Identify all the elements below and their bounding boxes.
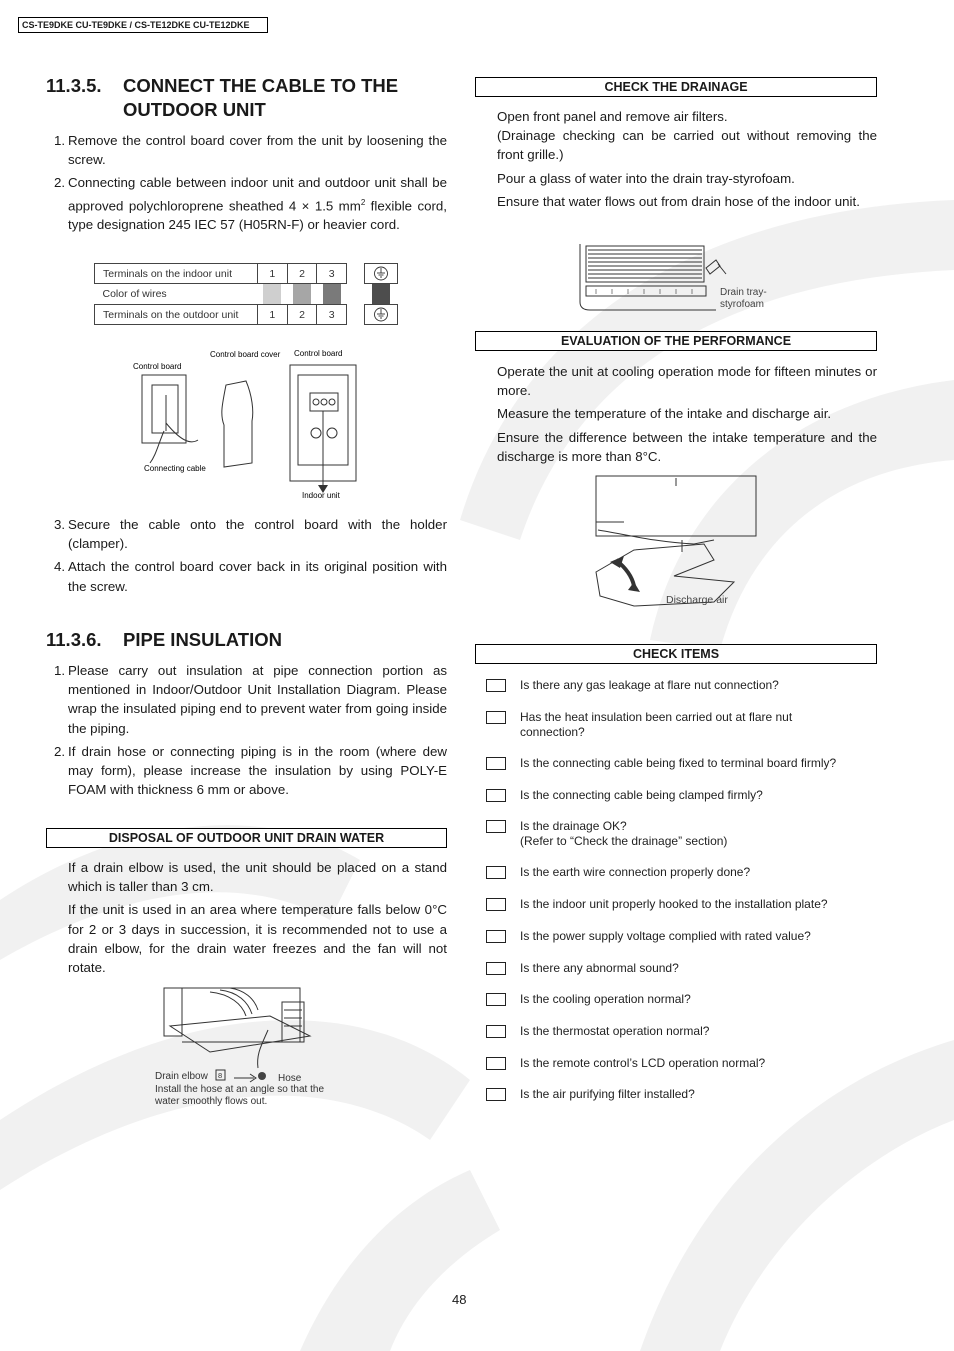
wire-color-cell [258,284,288,305]
checkbox[interactable] [486,898,506,911]
check-item-text: Is the thermostat operation normal? [520,1024,710,1038]
paragraph: Measure the temperature of the intake and discharge air. [497,406,832,422]
check-item-text: Is the earth wire connection properly done? [520,865,751,879]
paragraph: Operate the unit at cooling operation mode for fifteen minutes or more. [497,364,877,399]
list-item [46,661,447,738]
list-text: Please carry out insulation at pipe connection portion as mentioned in Indoor/Outdoor Unit Installation Diagram. Please wrap the insulated piping end to prevent water from going inside the piping. [68,663,447,736]
paragraph: Ensure the difference between the intake temperature and the discharge is more than 8°C. [497,429,877,464]
checkbox[interactable] [486,711,506,724]
check-item-text: Is the drainage OK? [520,819,627,833]
check-item-text: Is the connecting cable being clamped firmly? [520,788,763,802]
list-item [46,557,447,595]
list-text: Secure the cable onto the control board with the holder (clamper). [68,517,447,552]
page-number: 48 [452,1292,467,1307]
label-indoor-unit: Indoor unit [302,491,340,500]
section-cable-number: 11.3.5. [46,75,102,96]
checkbox[interactable] [486,757,506,770]
terminal-1: 1 [258,305,288,325]
checkbox[interactable] [486,962,506,975]
list-number: 2. [54,175,66,191]
section-cable-title-line1: CONNECT THE CABLE TO THE [123,75,399,96]
check-item-text: Has the heat insulation been carried out at flare nut [520,710,793,724]
list-number: 4. [54,559,66,575]
terminal-3: 3 [317,305,347,325]
list-number: 2. [54,743,66,759]
check-item-text: Is the indoor unit properly hooked to the installation plate? [520,897,828,911]
label-hose: Hose [278,1073,302,1084]
control-board-figure [130,345,370,505]
row-outdoor-label: Terminals on the outdoor unit [95,305,258,325]
checkbox[interactable] [486,820,506,833]
checkbox[interactable] [486,679,506,692]
checkbox[interactable] [486,1025,506,1038]
drain-elbow-figure [150,982,350,1108]
pipe-steps [46,661,447,803]
paragraph: Ensure that water flows out from drain hose of the indoor unit. [497,193,860,209]
row-color-label: Color of wires [95,284,258,305]
paragraph: (Drainage checking can be carried out without removing the front grille.) [497,128,877,163]
list-text-cont: flexible cord, type designation 245 IEC 57 (H05RN-F) or heavier cord. [68,198,448,233]
disposal-header: DISPOSAL OF OUTDOOR UNIT DRAIN WATER [46,828,447,848]
disposal-text [68,858,447,977]
list-number: 3. [54,517,66,532]
wiring-table [94,263,347,325]
drain-note-line1: Install the hose at an angle so that the [155,1084,325,1095]
section-pipe-heading [46,628,446,652]
drain-elbow-number: 8 [218,1071,223,1080]
section-pipe-title: PIPE INSULATION [123,629,282,650]
drain-note-line2: water smoothly flows out. [155,1096,268,1107]
check-item-text: Is the remote control’s LCD operation normal? [520,1056,766,1070]
evaluation-header: EVALUATION OF THE PERFORMANCE [475,331,877,351]
label-connecting-cable: Connecting cable [144,464,206,473]
label-drain-elbow: Drain elbow [155,1071,208,1082]
section-cable-title-line2: OUTDOOR UNIT [123,99,266,120]
checkbox[interactable] [486,1088,506,1101]
list-text: Connecting cable between indoor unit and outdoor unit shall be approved polychloroprene sheathed 4 × 1.5 mm [68,175,447,214]
check-item-text: Is the power supply voltage complied with rated value? [520,929,811,943]
terminal-2: 2 [287,264,317,284]
evaluation-text [497,362,877,466]
check-item-text: Is there any gas leakage at flare nut connection? [520,678,779,692]
check-item-text: Is the connecting cable being fixed to terminal board firmly? [520,756,837,770]
check-item-text: Is there any abnormal sound? [520,961,679,975]
check-item-text: Is the cooling operation normal? [520,992,691,1006]
list-item [46,515,447,553]
list-number: 1. [54,133,66,148]
drainage-header: CHECK THE DRAINAGE [475,77,877,97]
drainage-text [497,107,877,211]
superscript: 2 [360,197,366,207]
check-item-text-line2: (Refer to “Check the drainage” section) [520,833,728,848]
list-number: 1. [54,663,66,678]
label-drain-tray-2: styrofoam [720,299,764,310]
terminal-1: 1 [258,264,288,284]
check-items-header: CHECK ITEMS [475,644,877,664]
check-item-text: Is the air purifying filter installed? [520,1087,695,1101]
terminal-3: 3 [317,264,347,284]
checkbox[interactable] [486,789,506,802]
check-item-text-line2: connection? [520,724,585,739]
cable-steps-3-4 [46,515,447,600]
row-indoor-label: Terminals on the indoor unit [95,264,258,284]
paragraph: If a drain elbow is used, the unit should be placed on a stand which is taller than 3 cm. [68,860,447,895]
list-text: If drain hose or connecting piping is in the room (where dew may form), please increase the insulation by using POLY-E FOAM with thickness 6 mm or above. [68,743,447,798]
list-text: Remove the control board cover from the unit by loosening the screw. [68,133,447,168]
label-drain-tray-1: Drain tray- [720,287,767,298]
wire-color-cell [317,284,347,305]
drain-tray-figure [576,240,776,316]
label-control-board-right: Control board [294,349,343,358]
discharge-air-figure [594,472,760,612]
section-cable-heading [46,74,446,122]
checkbox[interactable] [486,930,506,943]
paragraph: Open front panel and remove air filters. [497,109,728,124]
wire-color-cell [287,284,317,305]
label-control-board-cover: Control board cover [210,350,281,359]
list-item [46,173,447,234]
checkbox[interactable] [486,866,506,879]
list-text: Attach the control board cover back in its original position with the screw. [68,559,447,594]
paragraph: If the unit is used in an area where temperature falls below 0°C for 2 or 3 days in succession, it is recommended not to use a drain elbow, for the drain water freezes and the fan will not rotate. [68,902,447,976]
document-id-box: CS-TE9DKE CU-TE9DKE / CS-TE12DKE CU-TE12DKE [18,17,268,33]
list-item [46,742,447,800]
checkbox[interactable] [486,1057,506,1070]
terminal-2: 2 [287,305,317,325]
cable-steps-1-2 [46,131,447,238]
earth-terminal-column [364,263,398,325]
list-item [46,131,447,169]
checkbox[interactable] [486,993,506,1006]
section-pipe-number: 11.3.6. [46,629,102,650]
label-discharge-air: Discharge air [666,594,728,606]
paragraph: Pour a glass of water into the drain tray-styrofoam. [497,170,795,186]
label-control-board: Control board [133,362,182,371]
